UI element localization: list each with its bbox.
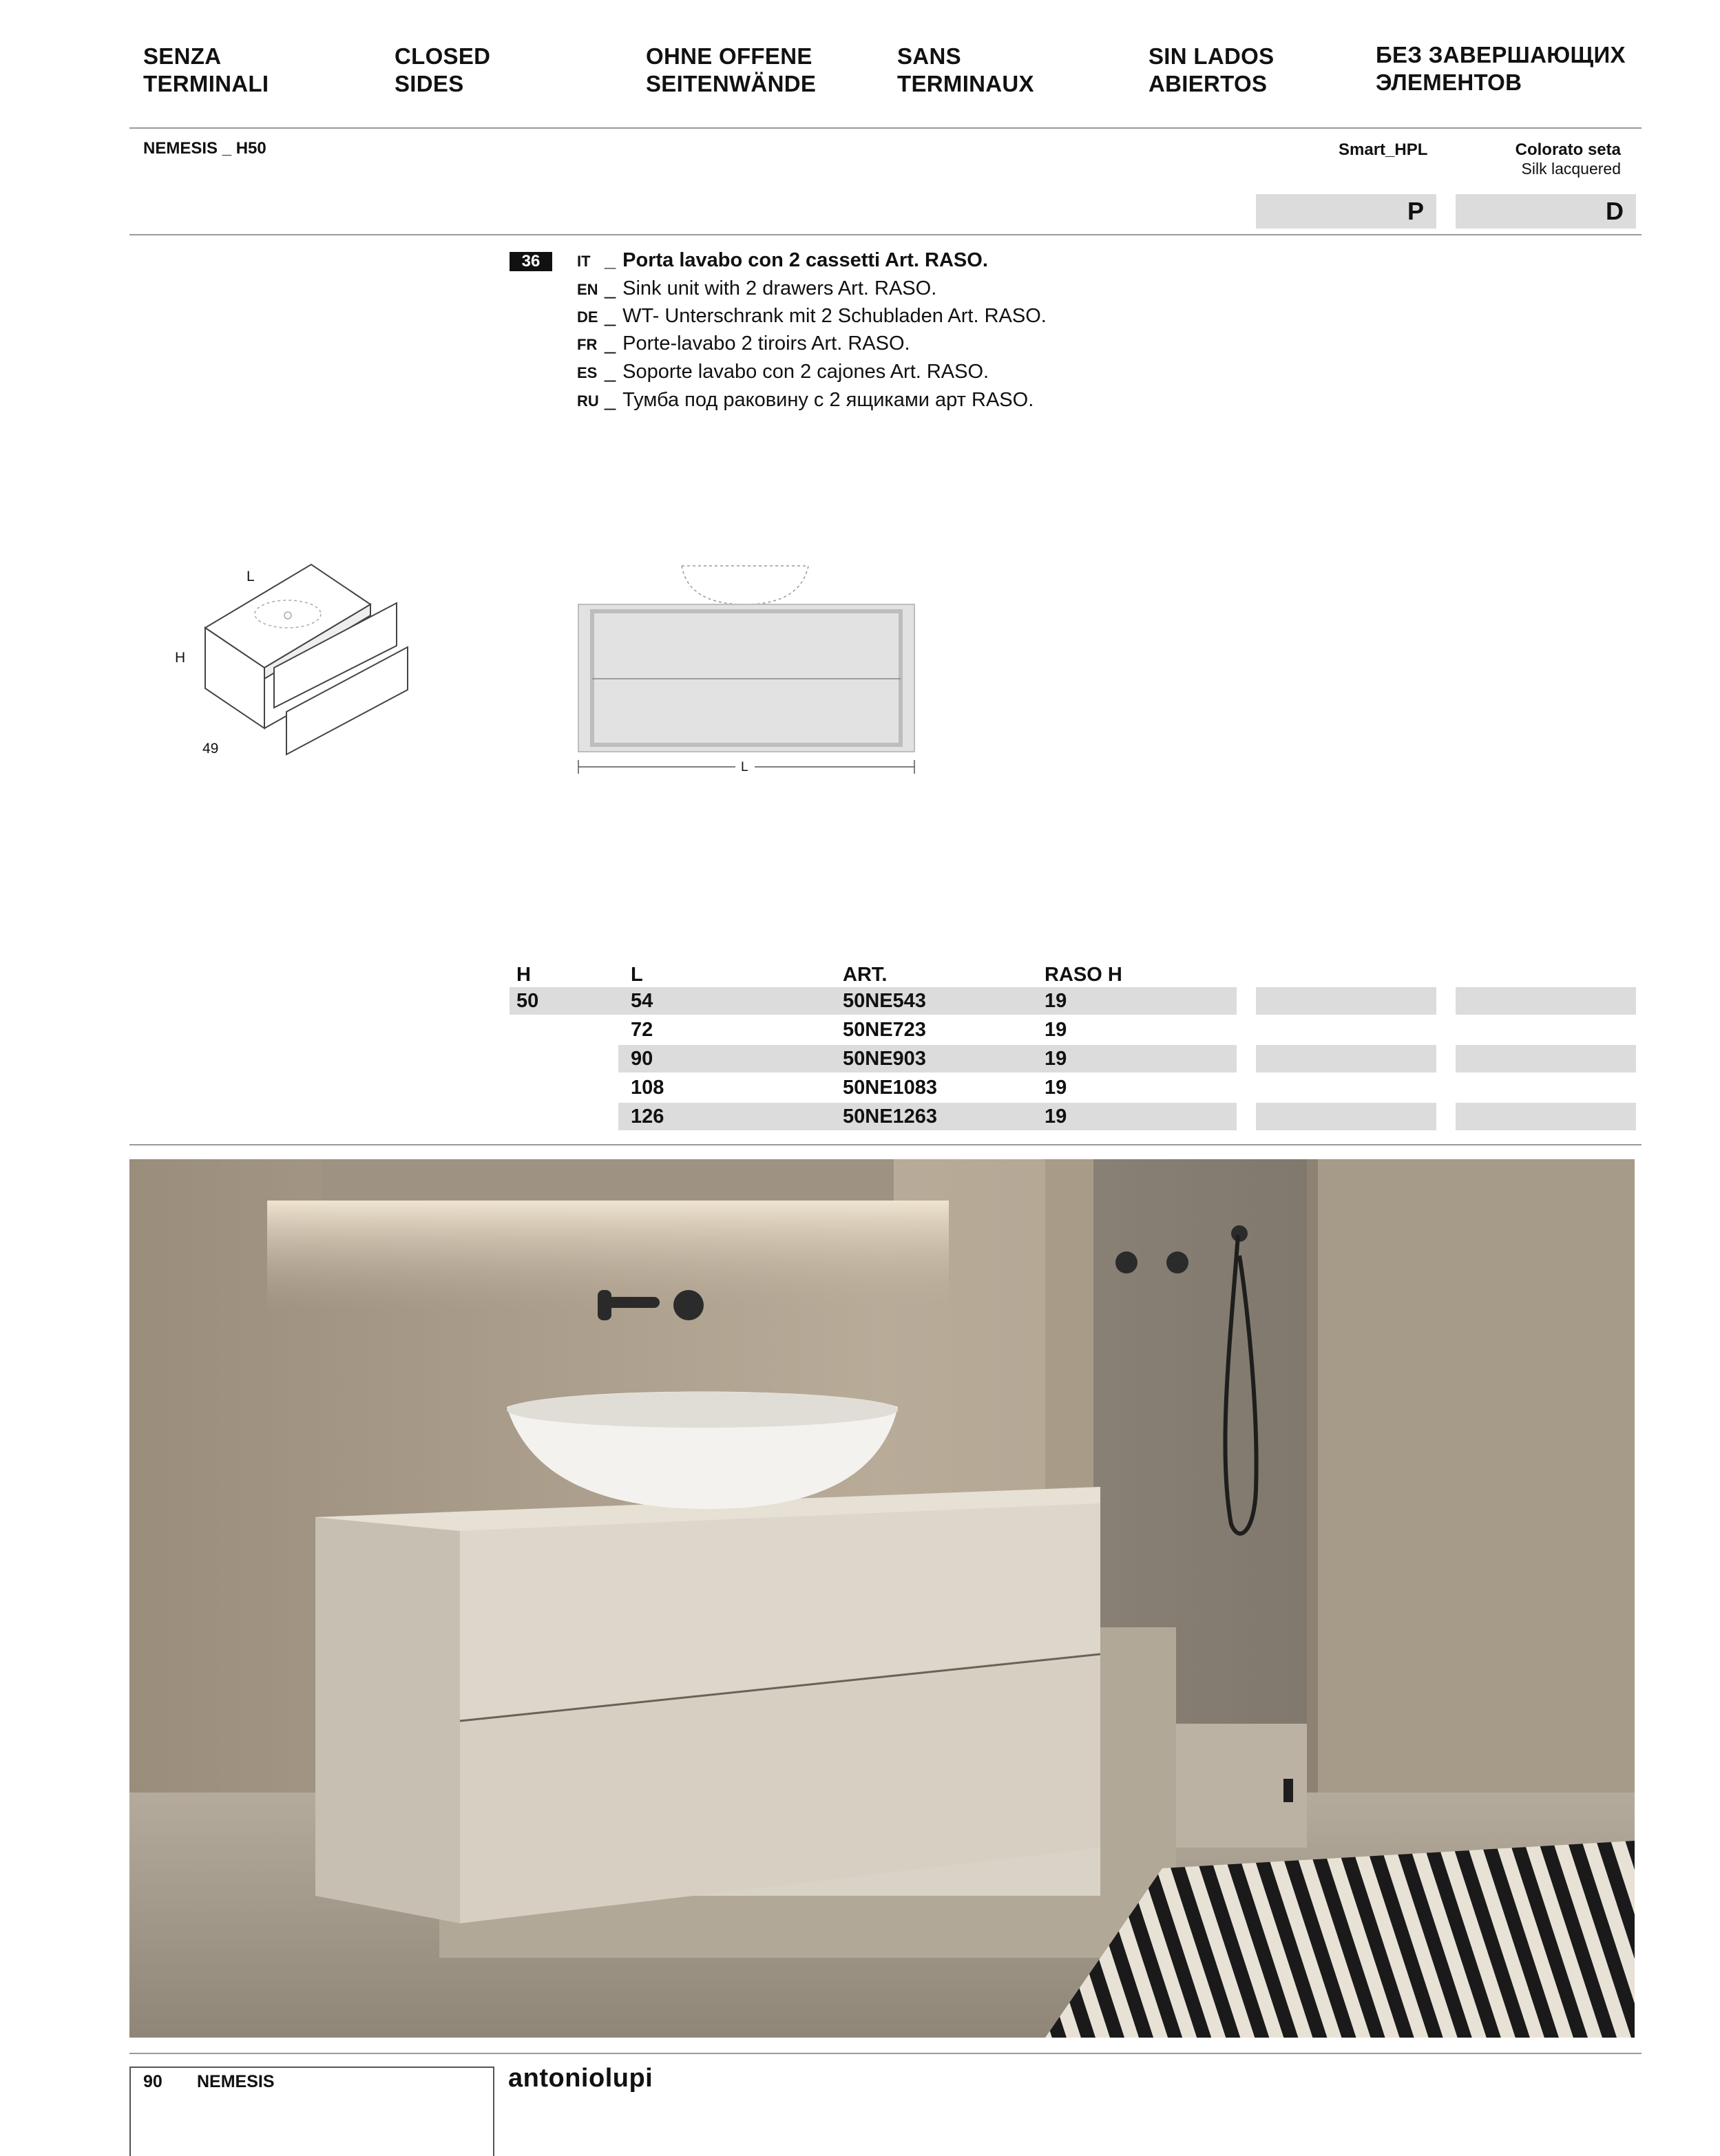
front-label-l: L	[741, 760, 748, 774]
photo-shower-knob-2	[1166, 1251, 1188, 1273]
table-finish-1-cell	[1256, 987, 1436, 1015]
finish-2-code-box	[1456, 194, 1636, 229]
table-finish-2-cell	[1456, 1045, 1636, 1072]
description-en: EN _ Sink unit with 2 drawers Art. RASO.	[577, 277, 937, 299]
finish-1-code-box	[1256, 194, 1436, 229]
finish-2-code: D	[1606, 197, 1624, 225]
finish-2-sublabel: Silk lacquered	[1521, 160, 1621, 178]
table-finish-1-cell	[1256, 1103, 1436, 1130]
description-de: DE _ WT- Unterschrank mit 2 Schubladen Art. RASO.	[577, 305, 1047, 327]
table-finish-2-cell	[1456, 987, 1636, 1015]
header-lang-de: OHNE OFFENE SEITENWÄNDE	[646, 43, 817, 96]
table-cell-raso: 19	[1045, 1019, 1067, 1041]
iso-label-depth: 49	[202, 741, 219, 757]
divider-3	[129, 1144, 1642, 1145]
footer-box	[129, 2067, 494, 2156]
photo-shower-knob-1	[1115, 1251, 1137, 1273]
table-row	[618, 1045, 1237, 1072]
table-cell-raso: 19	[1045, 1106, 1067, 1128]
description-es: ES _ Soporte lavabo con 2 cajones Art. RASO.	[577, 361, 989, 383]
table-header-h: H	[516, 964, 531, 986]
divider-2	[129, 234, 1642, 235]
table-cell-art: 50NE543	[843, 990, 926, 1012]
item-number-badge: 36	[510, 252, 552, 271]
header-lang-es: SIN LADOS ABIERTOS	[1149, 43, 1275, 96]
table-cell-art: 50NE1083	[843, 1077, 938, 1099]
description-fr: FR _ Porte-lavabo 2 tiroirs Art. RASO.	[577, 332, 910, 355]
front-cabinet-body	[578, 604, 914, 752]
table-header-raso: RASO H	[1045, 964, 1122, 986]
isometric-drawing	[158, 551, 434, 771]
finish-1-label: Smart_HPL	[1339, 140, 1428, 159]
iso-label-h: H	[175, 650, 186, 666]
front-basin-outline	[682, 566, 808, 604]
table-cell-art: 50NE723	[843, 1019, 926, 1041]
table-cell-l: 72	[631, 1019, 653, 1041]
table-cell-raso: 19	[1045, 1077, 1067, 1099]
description-it: IT _ Porta lavabo con 2 cassetti Art. RASO.	[577, 249, 988, 271]
series-label: NEMESIS _ H50	[143, 139, 266, 158]
finish-2-label: Colorato seta	[1515, 140, 1621, 159]
table-header-art: ART.	[843, 964, 888, 986]
table-finish-1-cell	[1256, 1045, 1436, 1072]
divider-top	[129, 127, 1642, 129]
table-header-l: L	[631, 964, 643, 986]
photo-mirror	[322, 1159, 894, 1201]
header-lang-ru: БЕЗ ЗАВЕРШАЮЩИХ ЭЛЕМЕНТОВ	[1376, 42, 1626, 95]
page-number: 90	[143, 2072, 162, 2091]
table-cell-l: 126	[631, 1106, 664, 1128]
finish-1-code: P	[1407, 197, 1424, 225]
brand-logo: antoniolupi	[508, 2064, 653, 2093]
description-ru: RU _ Тумба под раковину с 2 ящиками арт RASO.	[577, 389, 1034, 411]
table-cell-l: 108	[631, 1077, 664, 1099]
table-cell-l: 90	[631, 1048, 653, 1070]
table-finish-2-cell	[1456, 1103, 1636, 1130]
header-lang-en: CLOSED SIDES	[395, 43, 491, 96]
table-h-value: 50	[516, 990, 539, 1012]
table-cell-raso: 19	[1045, 990, 1067, 1012]
table-cell-art: 50NE903	[843, 1048, 926, 1070]
footer-section: NEMESIS	[197, 2072, 275, 2091]
table-row	[618, 987, 1237, 1015]
iso-label-l: L	[247, 569, 255, 584]
table-cell-raso: 19	[1045, 1048, 1067, 1070]
table-cell-l: 54	[631, 990, 653, 1012]
header-lang-fr: SANS TERMINAUX	[897, 43, 1034, 96]
photo-cabinet-side	[315, 1517, 460, 1923]
header-lang-it: SENZA TERMINALI	[143, 43, 269, 96]
product-photo	[129, 1159, 1635, 2038]
divider-bottom	[129, 2053, 1642, 2054]
front-view-drawing	[571, 563, 930, 783]
table-cell-art: 50NE1263	[843, 1106, 938, 1128]
